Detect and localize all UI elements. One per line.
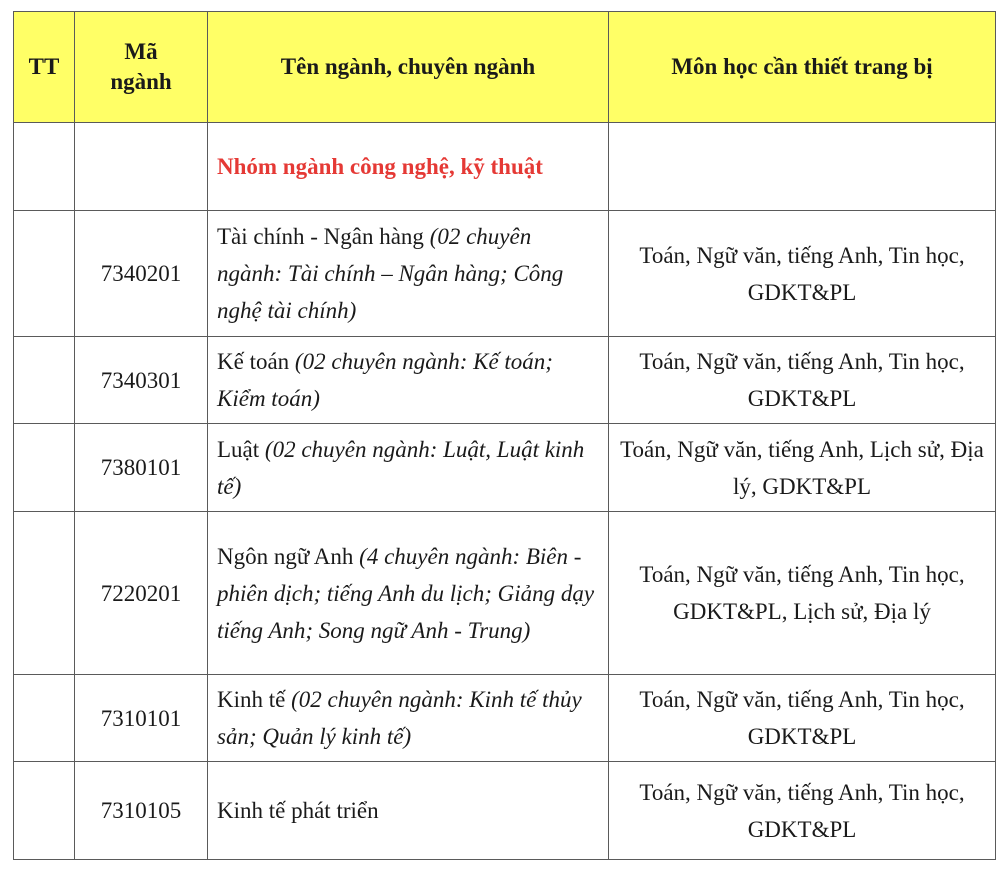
row-major-note: (02 chuyên ngành: Kinh tế thủy sản; Quản lý kinh tế) xyxy=(217,687,582,749)
row-tt xyxy=(14,424,75,512)
row-major xyxy=(208,211,609,337)
table-row xyxy=(14,512,996,675)
row-tt xyxy=(14,512,75,675)
header-tt: TT xyxy=(14,12,75,123)
row-major-name: Ngôn ngữ Anh xyxy=(217,543,354,569)
row-subjects: Toán, Ngữ văn, tiếng Anh, Tin học, GDKT&PL, Lịch sử, Địa lý xyxy=(609,512,996,675)
table-row xyxy=(14,675,996,762)
row-subjects: Toán, Ngữ văn, tiếng Anh, Tin học, GDKT&PL xyxy=(609,337,996,424)
row-code: 7340301 xyxy=(75,337,208,424)
table-row xyxy=(14,211,996,337)
table-row xyxy=(14,424,996,512)
row-major-name: Kế toán xyxy=(217,349,290,374)
row-tt xyxy=(14,337,75,424)
table-row xyxy=(14,337,996,424)
row-tt xyxy=(14,762,75,860)
row-code: 7380101 xyxy=(75,424,208,512)
row-code: 7310105 xyxy=(75,762,208,860)
row-tt xyxy=(14,211,75,337)
header-code xyxy=(75,12,208,123)
header-subjects: Môn học cần thiết trang bị xyxy=(609,12,996,123)
row-major-note: (02 chuyên ngành: Kế toán; Kiểm toán) xyxy=(217,349,553,411)
row-major-note: (4 chuyên ngành: Biên - phiên dịch; tiếng Anh du lịch; Giảng dạy tiếng Anh; Song ngữ Anh - Trung) xyxy=(217,543,595,643)
row-code: 7220201 xyxy=(75,512,208,675)
row-subjects: Toán, Ngữ văn, tiếng Anh, Tin học, GDKT&PL xyxy=(609,762,996,860)
header-code-line1: Mã xyxy=(124,39,158,64)
row-major xyxy=(208,762,609,860)
group-subjects-cell xyxy=(609,123,996,211)
row-major-name: Kinh tế phát triển xyxy=(217,798,379,823)
row-major-name: Luật xyxy=(217,436,260,462)
row-tt xyxy=(14,675,75,762)
row-major xyxy=(208,675,609,762)
row-subjects: Toán, Ngữ văn, tiếng Anh, Tin học, GDKT&PL xyxy=(609,211,996,337)
row-major xyxy=(208,337,609,424)
table-body xyxy=(14,123,996,860)
row-subjects: Toán, Ngữ văn, tiếng Anh, Tin học, GDKT&PL xyxy=(609,675,996,762)
header-code-line2: ngành xyxy=(110,69,172,94)
row-code: 7310101 xyxy=(75,675,208,762)
group-code-cell xyxy=(75,123,208,211)
row-major-note: (02 chuyên ngành: Tài chính – Ngân hàng; Công nghệ tài chính) xyxy=(217,224,564,323)
row-major-name: Kinh tế xyxy=(217,687,286,712)
header-row xyxy=(14,12,996,123)
group-title: Nhóm ngành công nghệ, kỹ thuật xyxy=(208,123,609,211)
table-header xyxy=(14,12,996,123)
row-major xyxy=(208,512,609,675)
group-row xyxy=(14,123,996,211)
row-major-name: Tài chính - Ngân hàng xyxy=(217,224,424,249)
majors-table-container xyxy=(13,11,995,860)
row-subjects: Toán, Ngữ văn, tiếng Anh, Lịch sử, Địa lý, GDKT&PL xyxy=(609,424,996,512)
row-major xyxy=(208,424,609,512)
row-code: 7340201 xyxy=(75,211,208,337)
majors-table xyxy=(13,11,996,860)
row-major-note: (02 chuyên ngành: Luật, Luật kinh tế) xyxy=(217,436,585,499)
group-tt-cell xyxy=(14,123,75,211)
header-name: Tên ngành, chuyên ngành xyxy=(208,12,609,123)
table-row xyxy=(14,762,996,860)
